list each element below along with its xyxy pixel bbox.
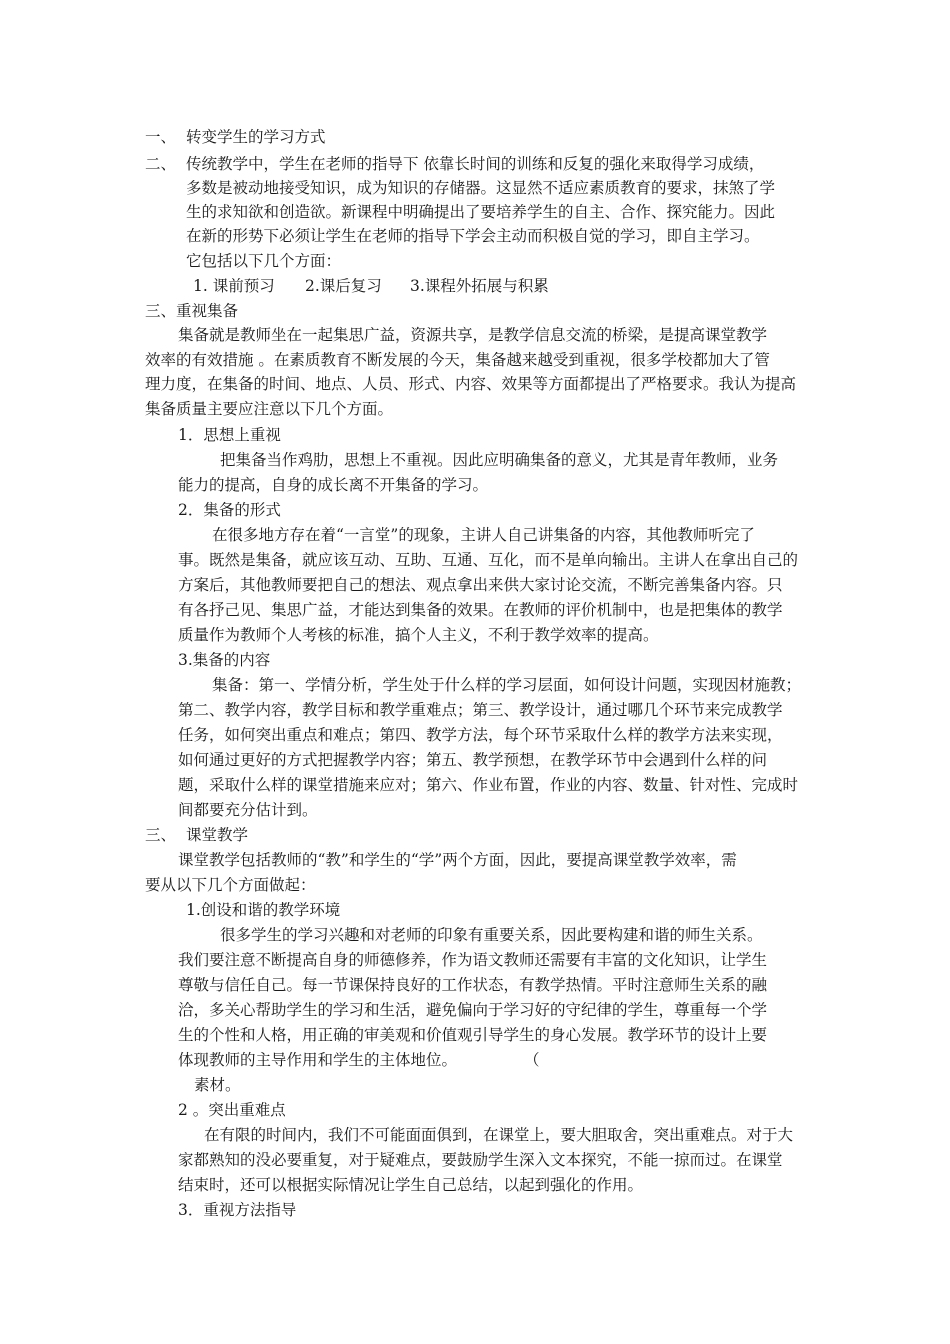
section-heading: 转变学生的学习方式 — [186, 128, 326, 146]
paragraph-line: 集备质量主要应注意以下几个方面。 — [145, 400, 394, 418]
section-number: 一、 — [145, 128, 177, 146]
paragraph-line: 家都熟知的没必要重复，对于疑难点，要鼓励学生深入文本探究，不能一掠而过。在课堂 — [178, 1151, 783, 1169]
paragraph-line: 在有限的时间内，我们不可能面面俱到，在课堂上，要大胆取舍，突出重难点。对于大 — [204, 1126, 794, 1144]
paragraph-line: 我们要注意不断提高自身的师德修养，作为语文教师还需要有丰富的文化知识，让学生 — [178, 951, 768, 969]
subsection-heading: 3．重视方法指导 — [178, 1201, 297, 1219]
subsection-heading: 2 。突出重难点 — [178, 1101, 286, 1119]
paragraph-line: 结束时，还可以根据实际情况让学生自己总结，以起到强化的作用。 — [178, 1176, 644, 1194]
paragraph-line: 集备就是教师坐在一起集思广益，资源共享，是教学信息交流的桥梁，是提高课堂教学 — [178, 326, 768, 344]
list-item: 3.课程外拓展与积累 — [410, 277, 549, 295]
subsection-heading: 1.创设和谐的教学环境 — [186, 901, 341, 919]
paragraph-line: 生的个性和人格，用正确的审美观和价值观引导学生的身心发展。教学环节的设计上要 — [178, 1026, 768, 1044]
paragraph-line: 传统教学中，学生在老师的指导下 依靠长时间的训练和反复的强化来取得学习成绩， — [186, 155, 765, 173]
paragraph-line: 体现教师的主导作用和学生的主体地位。 — [178, 1051, 458, 1069]
paragraph-line: 效率的有效措施 。在素质教育不断发展的今天，集备越来越受到重视，很多学校都加大了管 — [145, 351, 770, 369]
paragraph-line: 要从以下几个方面做起： — [145, 876, 316, 894]
section-heading: 三、重视集备 — [145, 302, 239, 320]
paragraph-line: 如何通过更好的方式把握教学内容；第五、教学预想，在教学环节中会遇到什么样的问 — [178, 751, 768, 769]
list-item: 2.课后复习 — [305, 277, 382, 295]
subsection-heading: 1．思想上重视 — [178, 426, 281, 444]
paragraph-line: 它包括以下几个方面： — [186, 252, 342, 270]
section-heading: 课堂教学 — [186, 826, 249, 844]
paragraph-line: 方案后，其他教师要把自己的想法、观点拿出来供大家讨论交流，不断完善集备内容。只 — [178, 576, 783, 594]
paragraph-line: 在很多地方存在着“一言堂”的现象，主讲人自己讲集备的内容，其他教师听完了 — [212, 526, 755, 544]
trailing-mark: （ — [524, 1051, 540, 1069]
paragraph-line: 多数是被动地接受知识，成为知识的存储器。这显然不适应素质教育的要求，抹煞了学 — [186, 179, 776, 197]
paragraph-line: 很多学生的学习兴趣和对老师的印象有重要关系，因此要构建和谐的师生关系。 — [220, 926, 763, 944]
paragraph-line: 质量作为教师个人考核的标准，搞个人主义，不利于教学效率的提高。 — [178, 626, 659, 644]
paragraph-line: 任务，如何突出重点和难点；第四、教学方法，每个环节采取什么样的教学方法来实现， — [178, 726, 783, 744]
paragraph-line: 能力的提高，自身的成长离不开集备的学习。 — [178, 476, 489, 494]
paragraph-line: 题，采取什么样的课堂措施来应对；第六、作业布置，作业的内容、数量、针对性、完成时 — [178, 776, 799, 794]
paragraph-line: 间都要充分估计到。 — [178, 801, 318, 819]
paragraph-line: 洽，多关心帮助学生的学习和生活，避免偏向于学习好的守纪律的学生，尊重每一个学 — [178, 1001, 768, 1019]
paragraph-line: 事。既然是集备，就应该互动、互助、互通、互化，而不是单向输出。主讲人在拿出自己的 — [178, 551, 799, 569]
subsection-heading: 2．集备的形式 — [178, 501, 281, 519]
paragraph-line: 集备：第一、学情分析，学生处于什么样的学习层面，如何设计问题，实现因材施教； — [212, 676, 802, 694]
section-number: 三、 — [145, 826, 177, 844]
paragraph-line: 有各抒己见、集思广益，才能达到集备的效果。在教师的评价机制中，也是把集体的教学 — [178, 601, 783, 619]
subsection-heading: 3.集备的内容 — [178, 651, 271, 669]
source-note: 素材。 — [194, 1076, 241, 1094]
paragraph-line: 课堂教学包括教师的“教”和学生的“学”两个方面，因此，要提高课堂教学效率，需 — [178, 851, 737, 869]
paragraph-line: 把集备当作鸡肋，思想上不重视。因此应明确集备的意义，尤其是青年教师，业务 — [220, 451, 779, 469]
paragraph-line: 第二、教学内容，教学目标和教学重难点；第三、教学设计，通过哪几个环节来完成教学 — [178, 701, 783, 719]
paragraph-line: 生的求知欲和创造欲。新课程中明确提出了要培养学生的自主、合作、探究能力。因此 — [186, 203, 776, 221]
paragraph-line: 尊敬与信任自己。每一节课保持良好的工作状态，有教学热情。平时注意师生关系的融 — [178, 976, 768, 994]
list-item: 1. 课前预习 — [193, 277, 275, 295]
section-number: 二、 — [145, 155, 177, 173]
paragraph-line: 在新的形势下必须让学生在老师的指导下学会主动而积极自觉的学习，即自主学习。 — [186, 227, 760, 245]
paragraph-line: 理力度，在集备的时间、地点、人员、形式、内容、效果等方面都提出了严格要求。我认为提高 — [145, 375, 797, 393]
